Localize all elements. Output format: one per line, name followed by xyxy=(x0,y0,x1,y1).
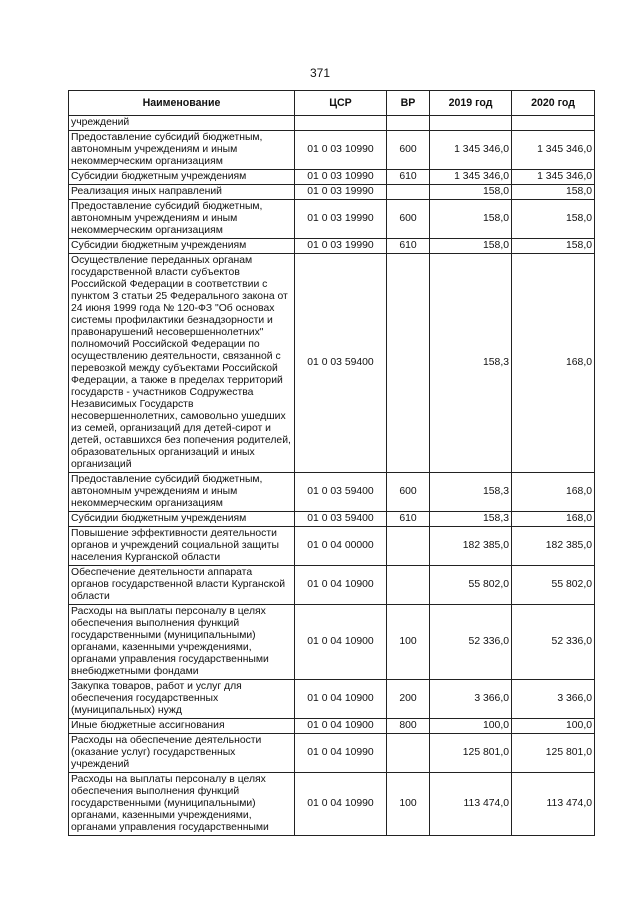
row-value-2019: 158,3 xyxy=(430,473,512,512)
row-value-2019: 55 802,0 xyxy=(430,566,512,605)
row-value-2019: 158,3 xyxy=(430,512,512,527)
row-value-2020 xyxy=(512,116,595,131)
table-header xyxy=(69,91,595,116)
row-value-2019: 158,0 xyxy=(430,200,512,239)
row-vr: 600 xyxy=(387,200,430,239)
row-name: Предоставление субсидий бюджетным, автономным учреждениям и иным некоммерческим организациям xyxy=(69,473,295,512)
row-vr: 610 xyxy=(387,512,430,527)
row-vr xyxy=(387,734,430,773)
row-name: Повышение эффективности деятельности органов и учреждений социальной защиты населения Курганской области xyxy=(69,527,295,566)
header-row xyxy=(69,91,595,116)
table-row xyxy=(69,512,595,527)
row-value-2019: 1 345 346,0 xyxy=(430,170,512,185)
row-csr: 01 0 03 59400 xyxy=(295,473,387,512)
row-name: Реализация иных направлений xyxy=(69,185,295,200)
row-csr: 01 0 03 19990 xyxy=(295,185,387,200)
row-csr: 01 0 04 10900 xyxy=(295,680,387,719)
row-vr: 600 xyxy=(387,131,430,170)
row-csr: 01 0 04 10990 xyxy=(295,734,387,773)
row-value-2020: 158,0 xyxy=(512,239,595,254)
table-row xyxy=(69,185,595,200)
row-value-2019: 3 366,0 xyxy=(430,680,512,719)
row-value-2020: 1 345 346,0 xyxy=(512,131,595,170)
row-csr: 01 0 03 10990 xyxy=(295,131,387,170)
row-value-2019: 52 336,0 xyxy=(430,605,512,680)
table-row xyxy=(69,116,595,131)
table-body xyxy=(69,116,595,836)
row-csr: 01 0 03 59400 xyxy=(295,254,387,473)
row-vr: 100 xyxy=(387,605,430,680)
row-name: Расходы на выплаты персоналу в целях обеспечения выполнения функций государственными (муниципальными) органами, казенными учреждениями, органами управления государственными xyxy=(69,773,295,836)
row-csr xyxy=(295,116,387,131)
row-name: Иные бюджетные ассигнования xyxy=(69,719,295,734)
row-value-2019: 100,0 xyxy=(430,719,512,734)
row-vr: 800 xyxy=(387,719,430,734)
row-vr: 610 xyxy=(387,239,430,254)
header-2020: 2020 год xyxy=(512,91,595,116)
row-value-2020: 3 366,0 xyxy=(512,680,595,719)
row-value-2020: 168,0 xyxy=(512,473,595,512)
row-name: Обеспечение деятельности аппарата органов государственной власти Курганской области xyxy=(69,566,295,605)
row-csr: 01 0 03 19990 xyxy=(295,239,387,254)
table-row xyxy=(69,605,595,680)
row-csr: 01 0 03 10990 xyxy=(295,170,387,185)
row-value-2020: 125 801,0 xyxy=(512,734,595,773)
row-value-2020: 1 345 346,0 xyxy=(512,170,595,185)
table-row xyxy=(69,473,595,512)
row-value-2019: 1 345 346,0 xyxy=(430,131,512,170)
table-row xyxy=(69,254,595,473)
row-vr: 200 xyxy=(387,680,430,719)
row-vr xyxy=(387,254,430,473)
header-2019: 2019 год xyxy=(430,91,512,116)
row-value-2019: 158,0 xyxy=(430,239,512,254)
table-row xyxy=(69,200,595,239)
row-vr xyxy=(387,116,430,131)
row-csr: 01 0 04 10990 xyxy=(295,773,387,836)
header-vr: ВР xyxy=(387,91,430,116)
table-row xyxy=(69,773,595,836)
row-name: Закупка товаров, работ и услуг для обеспечения государственных (муниципальных) нужд xyxy=(69,680,295,719)
page-number: 371 xyxy=(309,66,331,80)
row-value-2019 xyxy=(430,116,512,131)
row-name: Расходы на выплаты персоналу в целях обеспечения выполнения функций государственными (муниципальными) органами, казенными учреждениями, органами управления государственными внебюджетными фондами xyxy=(69,605,295,680)
budget-table xyxy=(68,90,595,836)
table-row xyxy=(69,734,595,773)
row-csr: 01 0 04 10900 xyxy=(295,566,387,605)
row-vr: 100 xyxy=(387,773,430,836)
table-row xyxy=(69,680,595,719)
row-csr: 01 0 04 00000 xyxy=(295,527,387,566)
row-csr: 01 0 04 10900 xyxy=(295,605,387,680)
row-value-2019: 113 474,0 xyxy=(430,773,512,836)
row-value-2020: 168,0 xyxy=(512,512,595,527)
row-name: Субсидии бюджетным учреждениям xyxy=(69,170,295,185)
row-name: Расходы на обеспечение деятельности (оказание услуг) государственных учреждений xyxy=(69,734,295,773)
row-vr xyxy=(387,566,430,605)
row-value-2020: 113 474,0 xyxy=(512,773,595,836)
table-row xyxy=(69,527,595,566)
header-csr: ЦСР xyxy=(295,91,387,116)
row-vr xyxy=(387,185,430,200)
row-name: Субсидии бюджетным учреждениям xyxy=(69,512,295,527)
row-value-2020: 158,0 xyxy=(512,185,595,200)
row-value-2019: 125 801,0 xyxy=(430,734,512,773)
row-name: учреждений xyxy=(69,116,295,131)
row-value-2019: 158,0 xyxy=(430,185,512,200)
table-row xyxy=(69,131,595,170)
row-value-2020: 168,0 xyxy=(512,254,595,473)
row-csr: 01 0 03 59400 xyxy=(295,512,387,527)
row-vr xyxy=(387,527,430,566)
table-row xyxy=(69,719,595,734)
row-vr: 600 xyxy=(387,473,430,512)
table-row xyxy=(69,170,595,185)
row-value-2020: 182 385,0 xyxy=(512,527,595,566)
row-name: Предоставление субсидий бюджетным, автономным учреждениям и иным некоммерческим организациям xyxy=(69,200,295,239)
table-row xyxy=(69,239,595,254)
table-row xyxy=(69,566,595,605)
row-name: Осуществление переданных органам государственной власти субъектов Российской Федерации в соответствии с пунктом 3 статьи 25 Федерального закона от 24 июня 1999 года № 120-ФЗ "Об основах системы профилактики безнадзорности и правонарушений несовершеннолетних" полномочий Российской Федерации по осуществлению деятельности, связанной с перевозкой между субъектами Российской Федерации, а также в пределах территорий государств - участников Содружества Независимых Государств несовершеннолетних, самовольно ушедших из семей, организаций для детей-сирот и детей, оставшихся без попечения родителей, образовательных организаций и иных организаций xyxy=(69,254,295,473)
row-value-2020: 100,0 xyxy=(512,719,595,734)
row-value-2020: 158,0 xyxy=(512,200,595,239)
row-value-2019: 182 385,0 xyxy=(430,527,512,566)
row-csr: 01 0 04 10900 xyxy=(295,719,387,734)
row-vr: 610 xyxy=(387,170,430,185)
header-name: Наименование xyxy=(69,91,295,116)
row-value-2020: 55 802,0 xyxy=(512,566,595,605)
row-name: Предоставление субсидий бюджетным, автономным учреждениям и иным некоммерческим организациям xyxy=(69,131,295,170)
row-value-2019: 158,3 xyxy=(430,254,512,473)
row-value-2020: 52 336,0 xyxy=(512,605,595,680)
row-name: Субсидии бюджетным учреждениям xyxy=(69,239,295,254)
row-csr: 01 0 03 19990 xyxy=(295,200,387,239)
